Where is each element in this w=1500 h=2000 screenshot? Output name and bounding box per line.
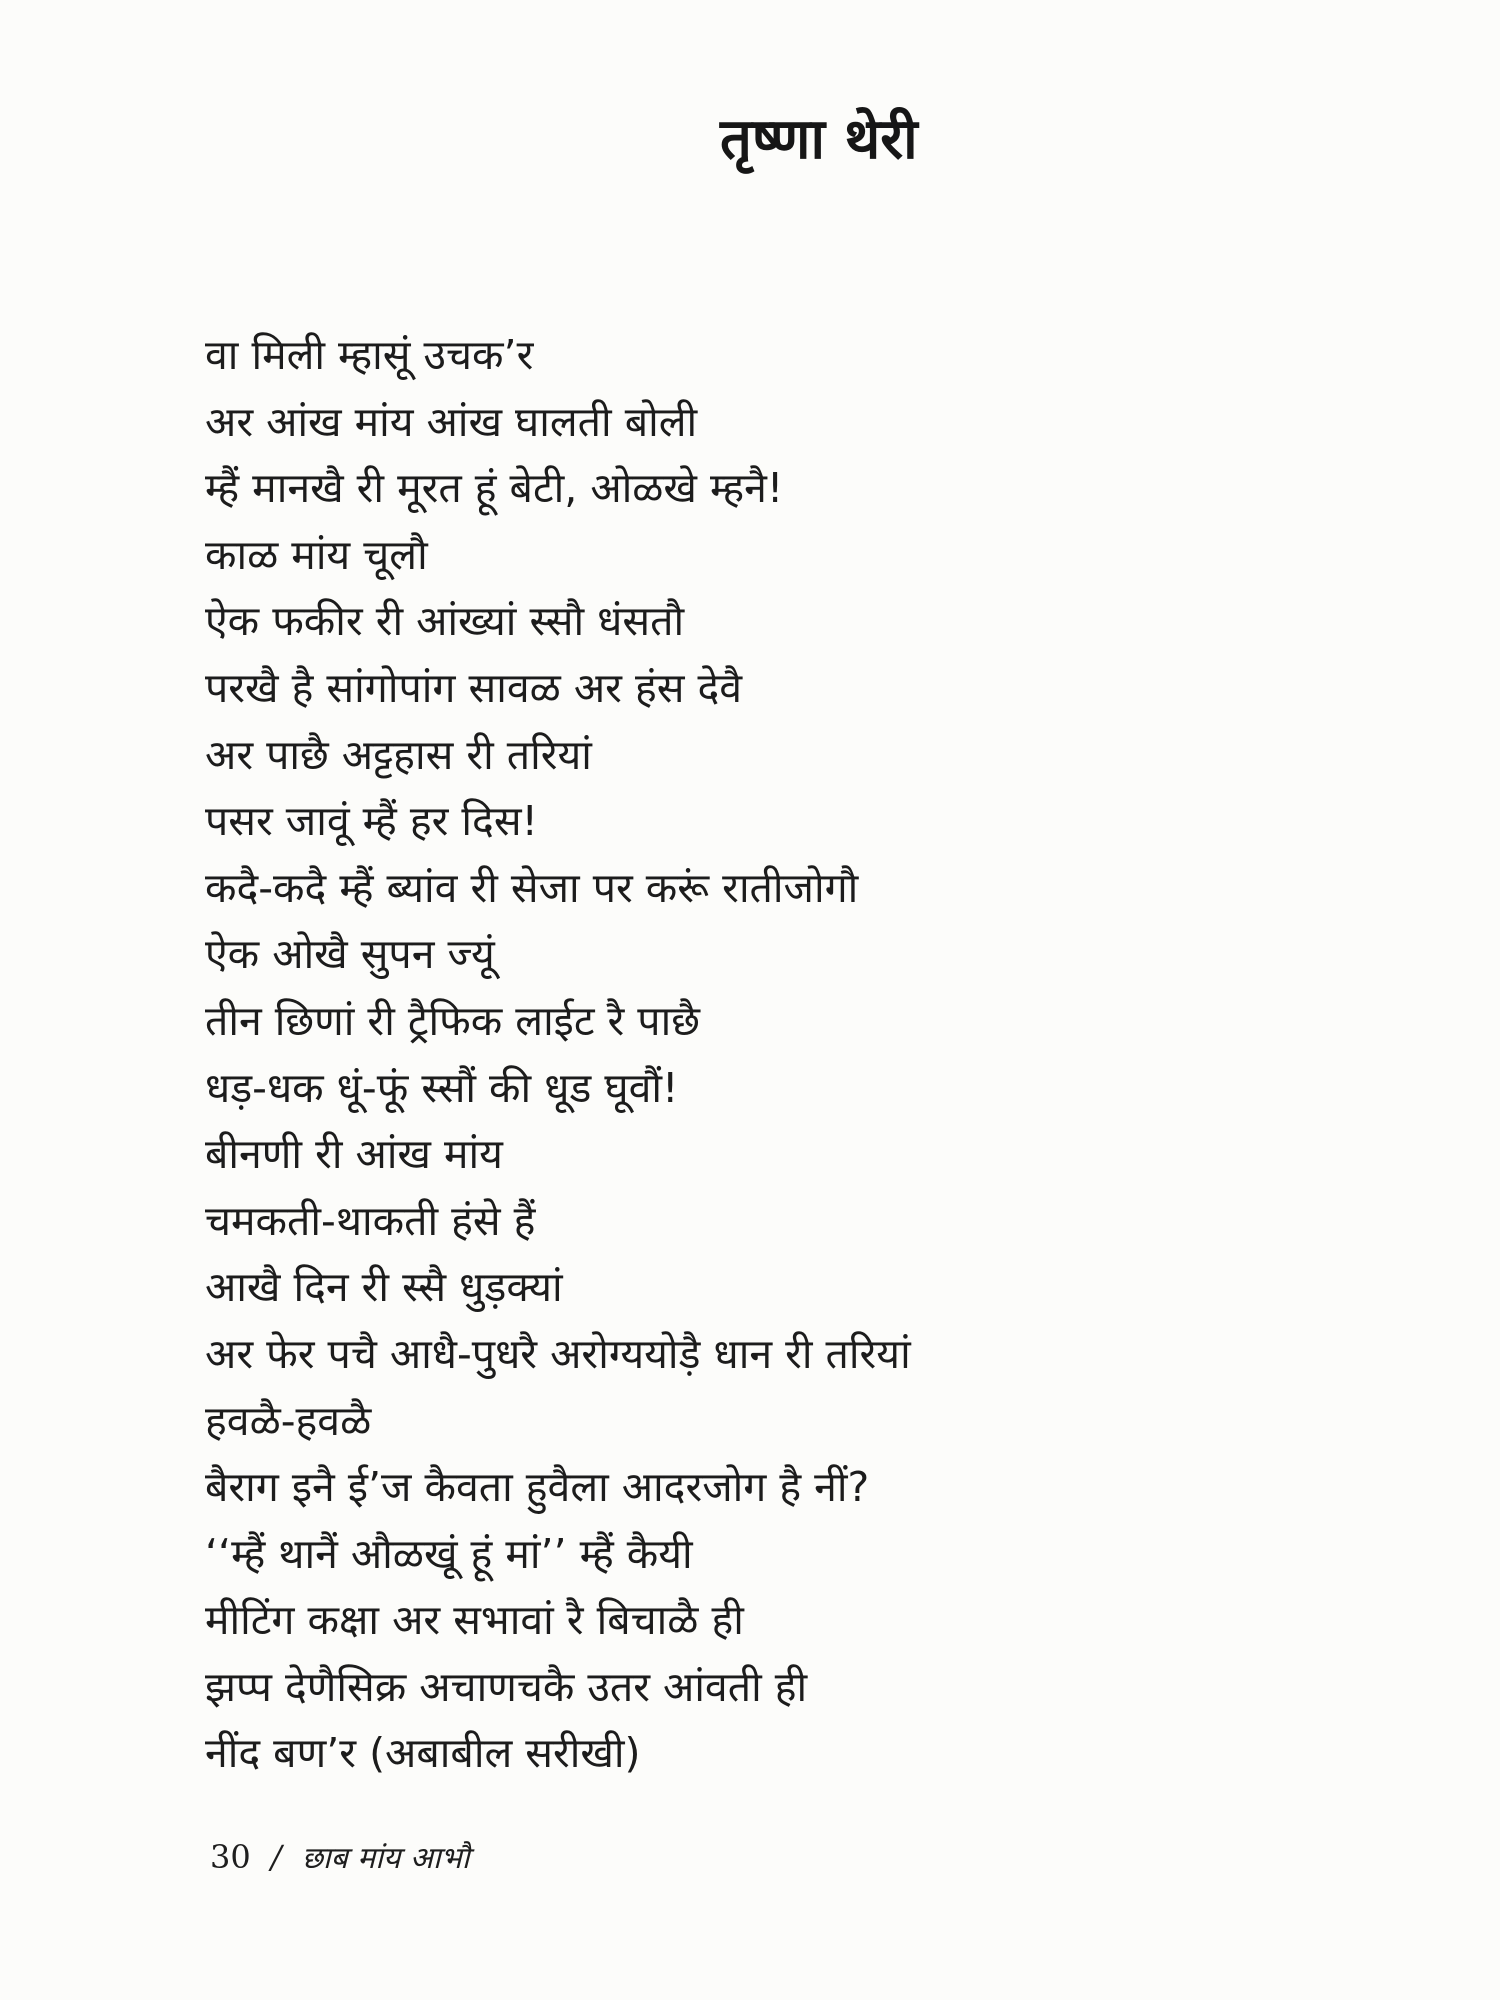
poem-line: काळ मांय चूलौ [205,530,428,579]
poem-line: बैराग इनै ई’ज कैवता हुवैला आदरजोग है नीं? [205,1463,870,1512]
poem-line: अर फेर पचै आधै-पुधरै अरोग्ययोड़ै धान री तरियां [205,1329,911,1378]
poem-line: परखै है सांगोपांग सावळ अर हंस देवै [205,663,743,712]
poem-line: नींद बण’र (अबाबील सरीखी) [205,1729,641,1778]
poem-line: ‘‘म्हैं थानैं औळखूं हूं मां’’ म्हैं कैयी [205,1529,693,1578]
book-title: छाब मांय आभौ [301,1841,470,1876]
poem-line: चमकती-थाकती हंसे हैं [205,1196,536,1245]
poem-line: बीनणी री आंख मांय [205,1130,503,1179]
poem-line: धड़-धक धूं-फूं स्सौं की धूड घूवौं! [205,1063,679,1112]
page-footer [210,1833,469,1883]
poem-line: अर आंख मांय आंख घालती बोली [205,397,698,446]
poem-body [205,322,1405,1787]
poem-title: तृष्णा थेरी [720,107,918,172]
poem-line: तीन छिणां री ट्रैफिक लाईट रै पाछै [205,996,700,1045]
poem-line: वा मिली म्हासूं उचक’र [205,331,534,379]
poem-line: पसर जावूं म्हैं हर दिस! [205,797,538,846]
poem-line: हवळै-हवळै [205,1396,372,1445]
poem-line: झप्प देणैसिक्र अचाणचकै उतर आंवती ही [205,1662,808,1711]
page-number: 30 [210,1838,251,1876]
poem-line: अर पाछै अट्टहास री तरियां [205,730,592,779]
poem-line: मीटिंग कक्षा अर सभावां रै बिचाळै ही [205,1596,744,1645]
footer-separator: / [270,1838,282,1876]
poem-line: ऐक फकीर री आंख्यां स्सौ धंसतौ [205,597,685,646]
poem-line: कदै-कदै म्हैं ब्यांव री सेजा पर करूं रातीजोगौ [205,863,859,912]
poem-line: म्हैं मानखै री मूरत हूं बेटी, ओळखे म्हनै! [205,464,784,513]
poem-line: आखै दिन री स्सै धुड़क्यां [205,1263,563,1312]
poem-line: ऐक ओखै सुपन ज्यूं [205,930,495,979]
